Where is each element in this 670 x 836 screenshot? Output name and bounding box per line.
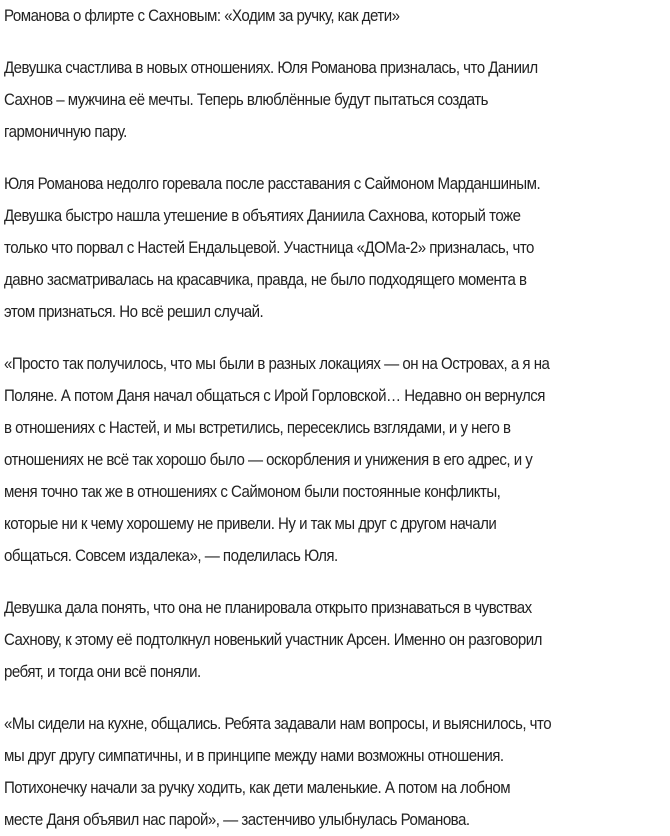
- text-line: только что порвал с Настей Ендальцевой. Участница «ДОМа-2» призналась, что: [4, 239, 534, 257]
- article: [4, 0, 622, 836]
- text-line: Сахнов – мужчина её мечты. Теперь влюблённые будут пытаться создать: [4, 91, 488, 109]
- text-line: Девушка быстро нашла утешение в объятиях Даниила Сахнова, который тоже: [4, 207, 521, 225]
- text-line: ребят, и тогда они всё поняли.: [4, 663, 201, 681]
- text-line: общаться. Совсем издалека», — поделилась Юля.: [4, 547, 338, 565]
- paragraph-2: [4, 168, 622, 328]
- text-line: «Мы сидели на кухне, общались. Ребята задавали нам вопросы, и выяснилось, что: [4, 715, 552, 733]
- text-line: Сахнову, к этому её подтолкнул новенький участник Арсен. Именно он разговорил: [4, 631, 542, 649]
- text-line: Девушка счастлива в новых отношениях. Юля Романова призналась, что Даниил: [4, 59, 538, 77]
- text-line: отношениях не всё так хорошо было — оскорбления и унижения в его адрес, и у: [4, 451, 533, 469]
- text-line: мы друг другу симпатичны, и в принципе между нами возможны отношения.: [4, 747, 504, 765]
- text-line: гармоничную пару.: [4, 123, 127, 141]
- text-line: Поляне. А потом Даня начал общаться с Ирой Горловской… Недавно он вернулся: [4, 387, 545, 405]
- text-line: этом признаться. Но всё решил случай.: [4, 303, 264, 321]
- text-line: Потихонечку начали за ручку ходить, как дети маленькие. А потом на лобном: [4, 779, 511, 797]
- paragraph-4: [4, 592, 622, 688]
- text-line: давно засматривалась на красавчика, правда, не было подходящего момента в: [4, 271, 527, 289]
- text-line: «Просто так получилось, что мы были в разных локациях — он на Островах, а я на: [4, 355, 550, 373]
- text-line: в отношениях с Настей, и мы встретились, пересеклись взглядами, и у него в: [4, 419, 511, 437]
- paragraph-quote-1: [4, 348, 622, 572]
- text-line: меня точно так же в отношениях с Саймоном были постоянные конфликты,: [4, 483, 501, 501]
- text-line: которые ни к чему хорошему не привели. Ну и так мы друг с другом начали: [4, 515, 497, 533]
- paragraph-quote-2: [4, 708, 622, 836]
- paragraph-lead: [4, 52, 622, 148]
- article-title: Романова о флирте с Сахновым: «Ходим за ручку, как дети»: [4, 7, 400, 25]
- text-line: месте Даня объявил нас парой», — застенчиво улыбнулась Романова.: [4, 811, 470, 829]
- text-line: Юля Романова недолго горевала после расставания с Саймоном Марданшиным.: [4, 175, 541, 193]
- text-line: Девушка дала понять, что она не планировала открыто признаваться в чувствах: [4, 599, 532, 617]
